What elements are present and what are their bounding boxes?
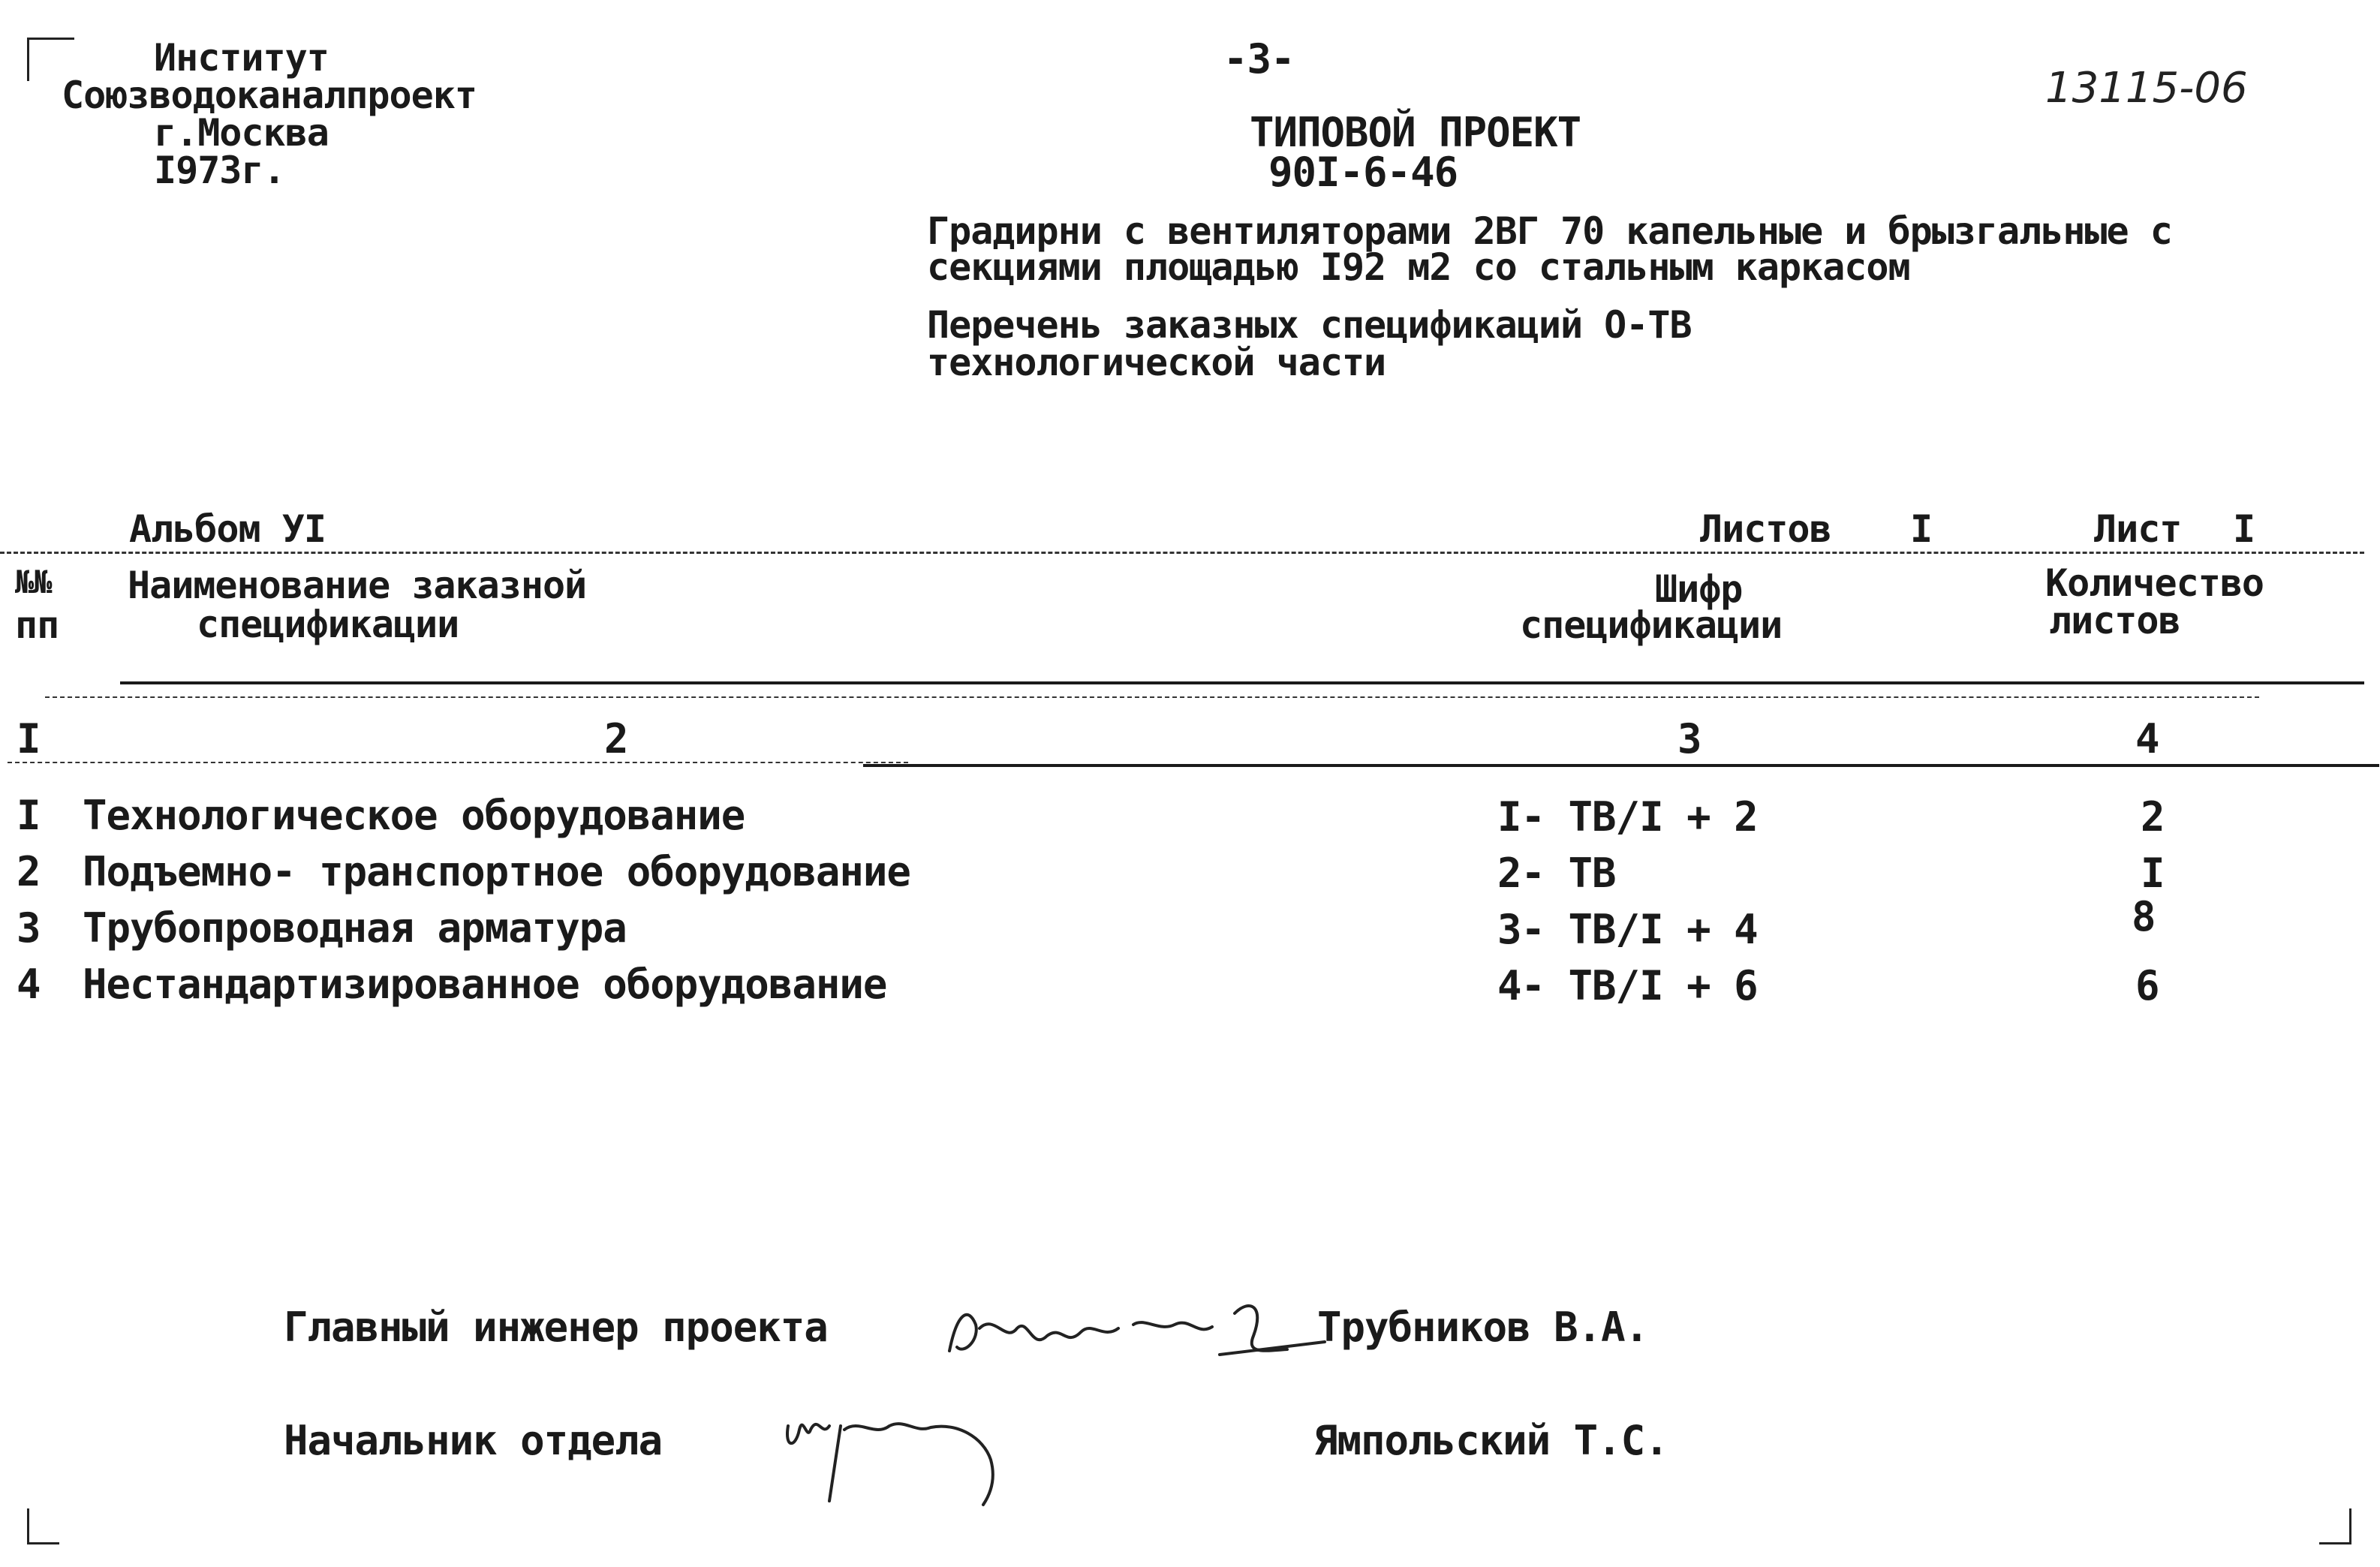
header-count-line2: листов [2049,599,2180,642]
institute-name: Союзводоканалпроект [62,74,477,117]
department-head-name: Ямпольский Т.С. [1313,1417,1668,1464]
row-count: 2 [2141,793,2165,841]
row-name: Технологическое оборудование [83,792,745,839]
row-number: 4 [17,961,41,1008]
chief-engineer-label: Главный инженер проекта [284,1304,828,1351]
institute-line1: Институт [154,36,329,80]
project-title-line1: Градирни с вентиляторами 2ВГ 70 капельные и брызгальные с [927,209,2172,253]
header-code-line2: спецификации [1520,603,1783,647]
header-rule [120,681,2364,684]
chief-engineer-signature [934,1283,1355,1373]
row-number: I [17,792,41,839]
row-number: 2 [17,848,41,895]
sheets-label: Листов [1700,507,1831,551]
column-number-1: I [17,715,41,762]
row-count: 8 [2132,893,2156,940]
institute-city: г.Москва [154,111,329,155]
row-code: 2- ТВ [1497,850,1616,897]
archive-number: 13115-06 [2045,64,2248,113]
column-number-2: 2 [604,715,628,762]
row-name: Подъемно- транспортное оборудование [83,848,910,895]
sheet-label: Лист [2094,507,2182,551]
chief-engineer-name: Трубников В.А. [1317,1304,1649,1351]
column-number-4: 4 [2135,715,2159,762]
header-num-line1: №№ [15,564,52,600]
column-numbers-dashed [8,762,908,763]
project-title-line2: секциями площадью I92 м2 со стальным каркасом [927,245,1910,289]
row-name: Трубопроводная арматура [83,904,627,952]
header-name-line2: спецификации [197,603,459,646]
row-code: 4- ТВ/I + 6 [1497,962,1758,1009]
row-code: 3- ТВ/I + 4 [1497,906,1758,953]
corner-mark-bottom-right [2319,1508,2351,1544]
institute-year: I973г. [154,149,285,192]
department-head-signature [777,1396,1002,1516]
header-count-line1: Количество [2045,561,2264,605]
album-underline [0,552,2364,554]
page-number: -3- [1223,35,1295,83]
document-subtitle-line2: технологической части [927,341,1386,384]
department-head-label: Начальник отдела [284,1417,663,1464]
sheets-value: I [1910,507,1933,551]
row-count: 6 [2135,962,2159,1009]
project-code: 90I-6-46 [1268,149,1458,196]
sheet-value: I [2233,507,2255,551]
header-code-line1: Шифр [1655,567,1743,611]
row-count: I [2141,850,2165,897]
column-number-3: 3 [1677,715,1702,762]
row-code: I- ТВ/I + 2 [1497,793,1758,841]
row-name: Нестандартизированное оборудование [83,961,887,1008]
header-num-line2: пп [15,603,59,647]
album-label: Альбом УI [129,507,326,551]
header-name-line1: Наименование заказной [128,564,587,607]
header-rule-dashed [45,696,2259,698]
document-subtitle-line1: Перечень заказных спецификаций О-ТВ [927,303,1692,347]
row-number: 3 [17,904,41,952]
column-numbers-rule [863,764,2379,767]
corner-mark-bottom-left [27,1508,59,1544]
project-type: ТИПОВОЙ ПРОЕКТ [1250,109,1581,156]
